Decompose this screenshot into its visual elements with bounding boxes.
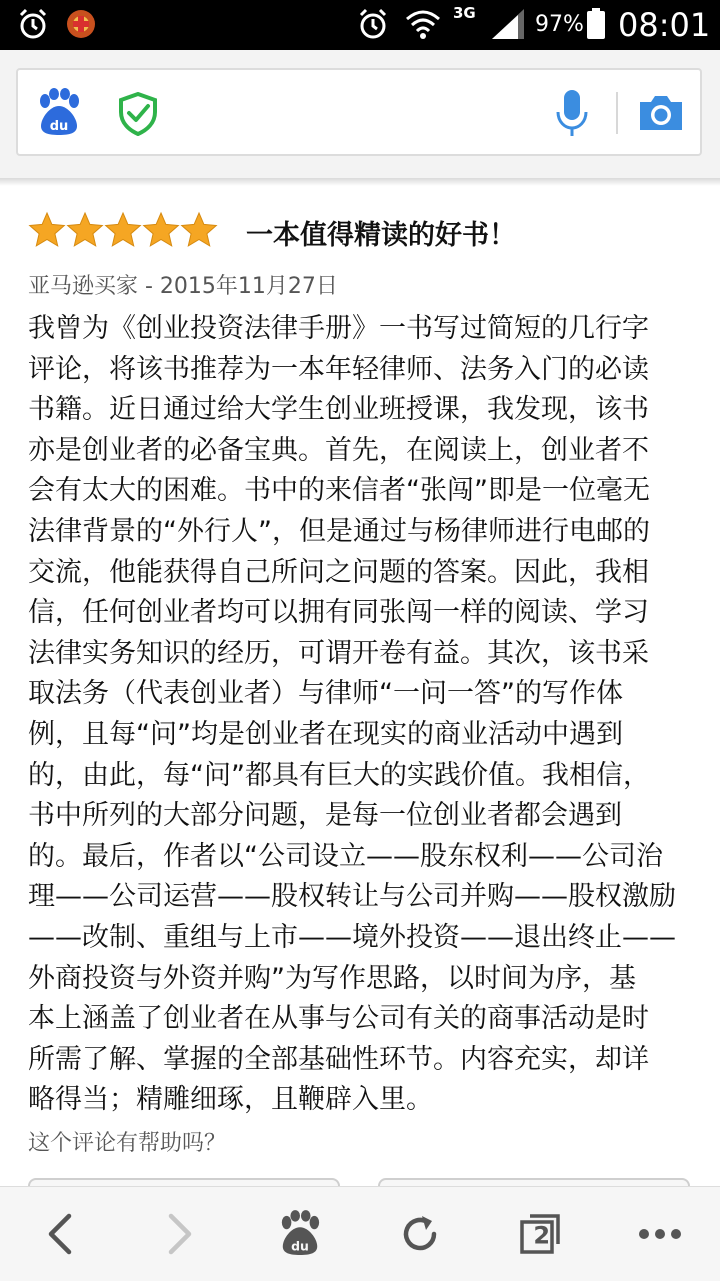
back-button[interactable] bbox=[0, 1187, 120, 1281]
microphone-icon[interactable] bbox=[554, 88, 590, 142]
more-icon bbox=[638, 1228, 682, 1240]
bottom-navigation bbox=[0, 1186, 720, 1281]
battery-icon bbox=[585, 7, 607, 45]
review-body: 我曾为《创业投资法律手册》一书写过简短的几行字 评论，将该书推荐为一本年轻律师、法务入门的必读 书籍。近日通过给大学生创业班授课，我发现，该书 亦是创业者的必备宝典。首先，在阅读上，创业者不 会有太大的困难。书中的来信者“张闯”即是一位毫无 法律背景的“外行人”，但是通过与杨律师进行电邮的 交流，他能获得自己所问之问题的答案。因此，我相 信，任何创业者均可以拥有同张闯一样的阅读、学习 法律实务知识的经历，可谓开卷有益。其次，该书采 取法务（代表创业者）与律师“一问一答”的写作体 例，且每“问”均是创业者在现实的商业活动中遇到 的，由此，每“问”都具有巨大的实践价值。我相信， 书中所列的大部分问题，是每一位创业者都会遇到 的。最后，作者以“公司设立——股东权利——公司治 理——公司运营——股权转让与公司并购——股权激励 ——改制、重组与上市——境外投资——退出终止—— 外商投资与外资并购”为写作思路，以时间为序，基 本上涵盖了创业者在从事与公司有关的商事活动是时 所需了解、掌握的全部基础性环节。内容充实，却详 略得当；精雕细琢，且鞭辟入里。 bbox=[28, 313, 676, 1116]
tabs-button[interactable] bbox=[480, 1187, 600, 1281]
browser-toolbar bbox=[0, 50, 720, 178]
svg-text:du: du bbox=[49, 119, 69, 134]
alarm-icon bbox=[356, 7, 390, 45]
tabs-count: 2 bbox=[533, 1221, 551, 1250]
baidu-home-icon bbox=[278, 1210, 322, 1258]
alarm-icon bbox=[16, 7, 50, 45]
status-clock: 08:01 bbox=[618, 6, 711, 44]
more-button[interactable] bbox=[600, 1187, 720, 1281]
back-icon bbox=[45, 1212, 75, 1256]
signal-icon bbox=[490, 7, 526, 45]
star-icon bbox=[28, 211, 66, 249]
star-rating bbox=[28, 211, 218, 251]
helpful-question: 这个评论有帮助吗？ bbox=[28, 1131, 227, 1156]
refresh-icon bbox=[398, 1212, 442, 1256]
address-bar[interactable] bbox=[16, 68, 702, 156]
svg-text:du: du bbox=[291, 1238, 309, 1254]
forward-button[interactable] bbox=[120, 1187, 240, 1281]
review-meta: 亚马逊买家 - 2015年11月27日 bbox=[28, 274, 338, 299]
review-title: 一本值得精读的好书！ bbox=[246, 220, 516, 251]
security-shield-icon[interactable] bbox=[118, 92, 158, 140]
wifi-icon bbox=[404, 7, 442, 45]
app-notification-icon bbox=[64, 7, 98, 45]
toolbar-shadow bbox=[0, 178, 720, 186]
camera-icon[interactable] bbox=[638, 94, 684, 136]
network-type: 3G bbox=[453, 4, 476, 22]
star-icon bbox=[66, 211, 104, 249]
baidu-home-button[interactable] bbox=[240, 1187, 360, 1281]
star-icon bbox=[142, 211, 180, 249]
star-icon bbox=[104, 211, 142, 249]
status-bar bbox=[0, 0, 720, 50]
forward-icon bbox=[165, 1212, 195, 1256]
refresh-button[interactable] bbox=[360, 1187, 480, 1281]
baidu-logo-icon[interactable] bbox=[36, 88, 82, 142]
star-icon bbox=[180, 211, 218, 249]
battery-percent: 97% bbox=[535, 12, 584, 37]
address-bar-divider bbox=[616, 92, 618, 134]
